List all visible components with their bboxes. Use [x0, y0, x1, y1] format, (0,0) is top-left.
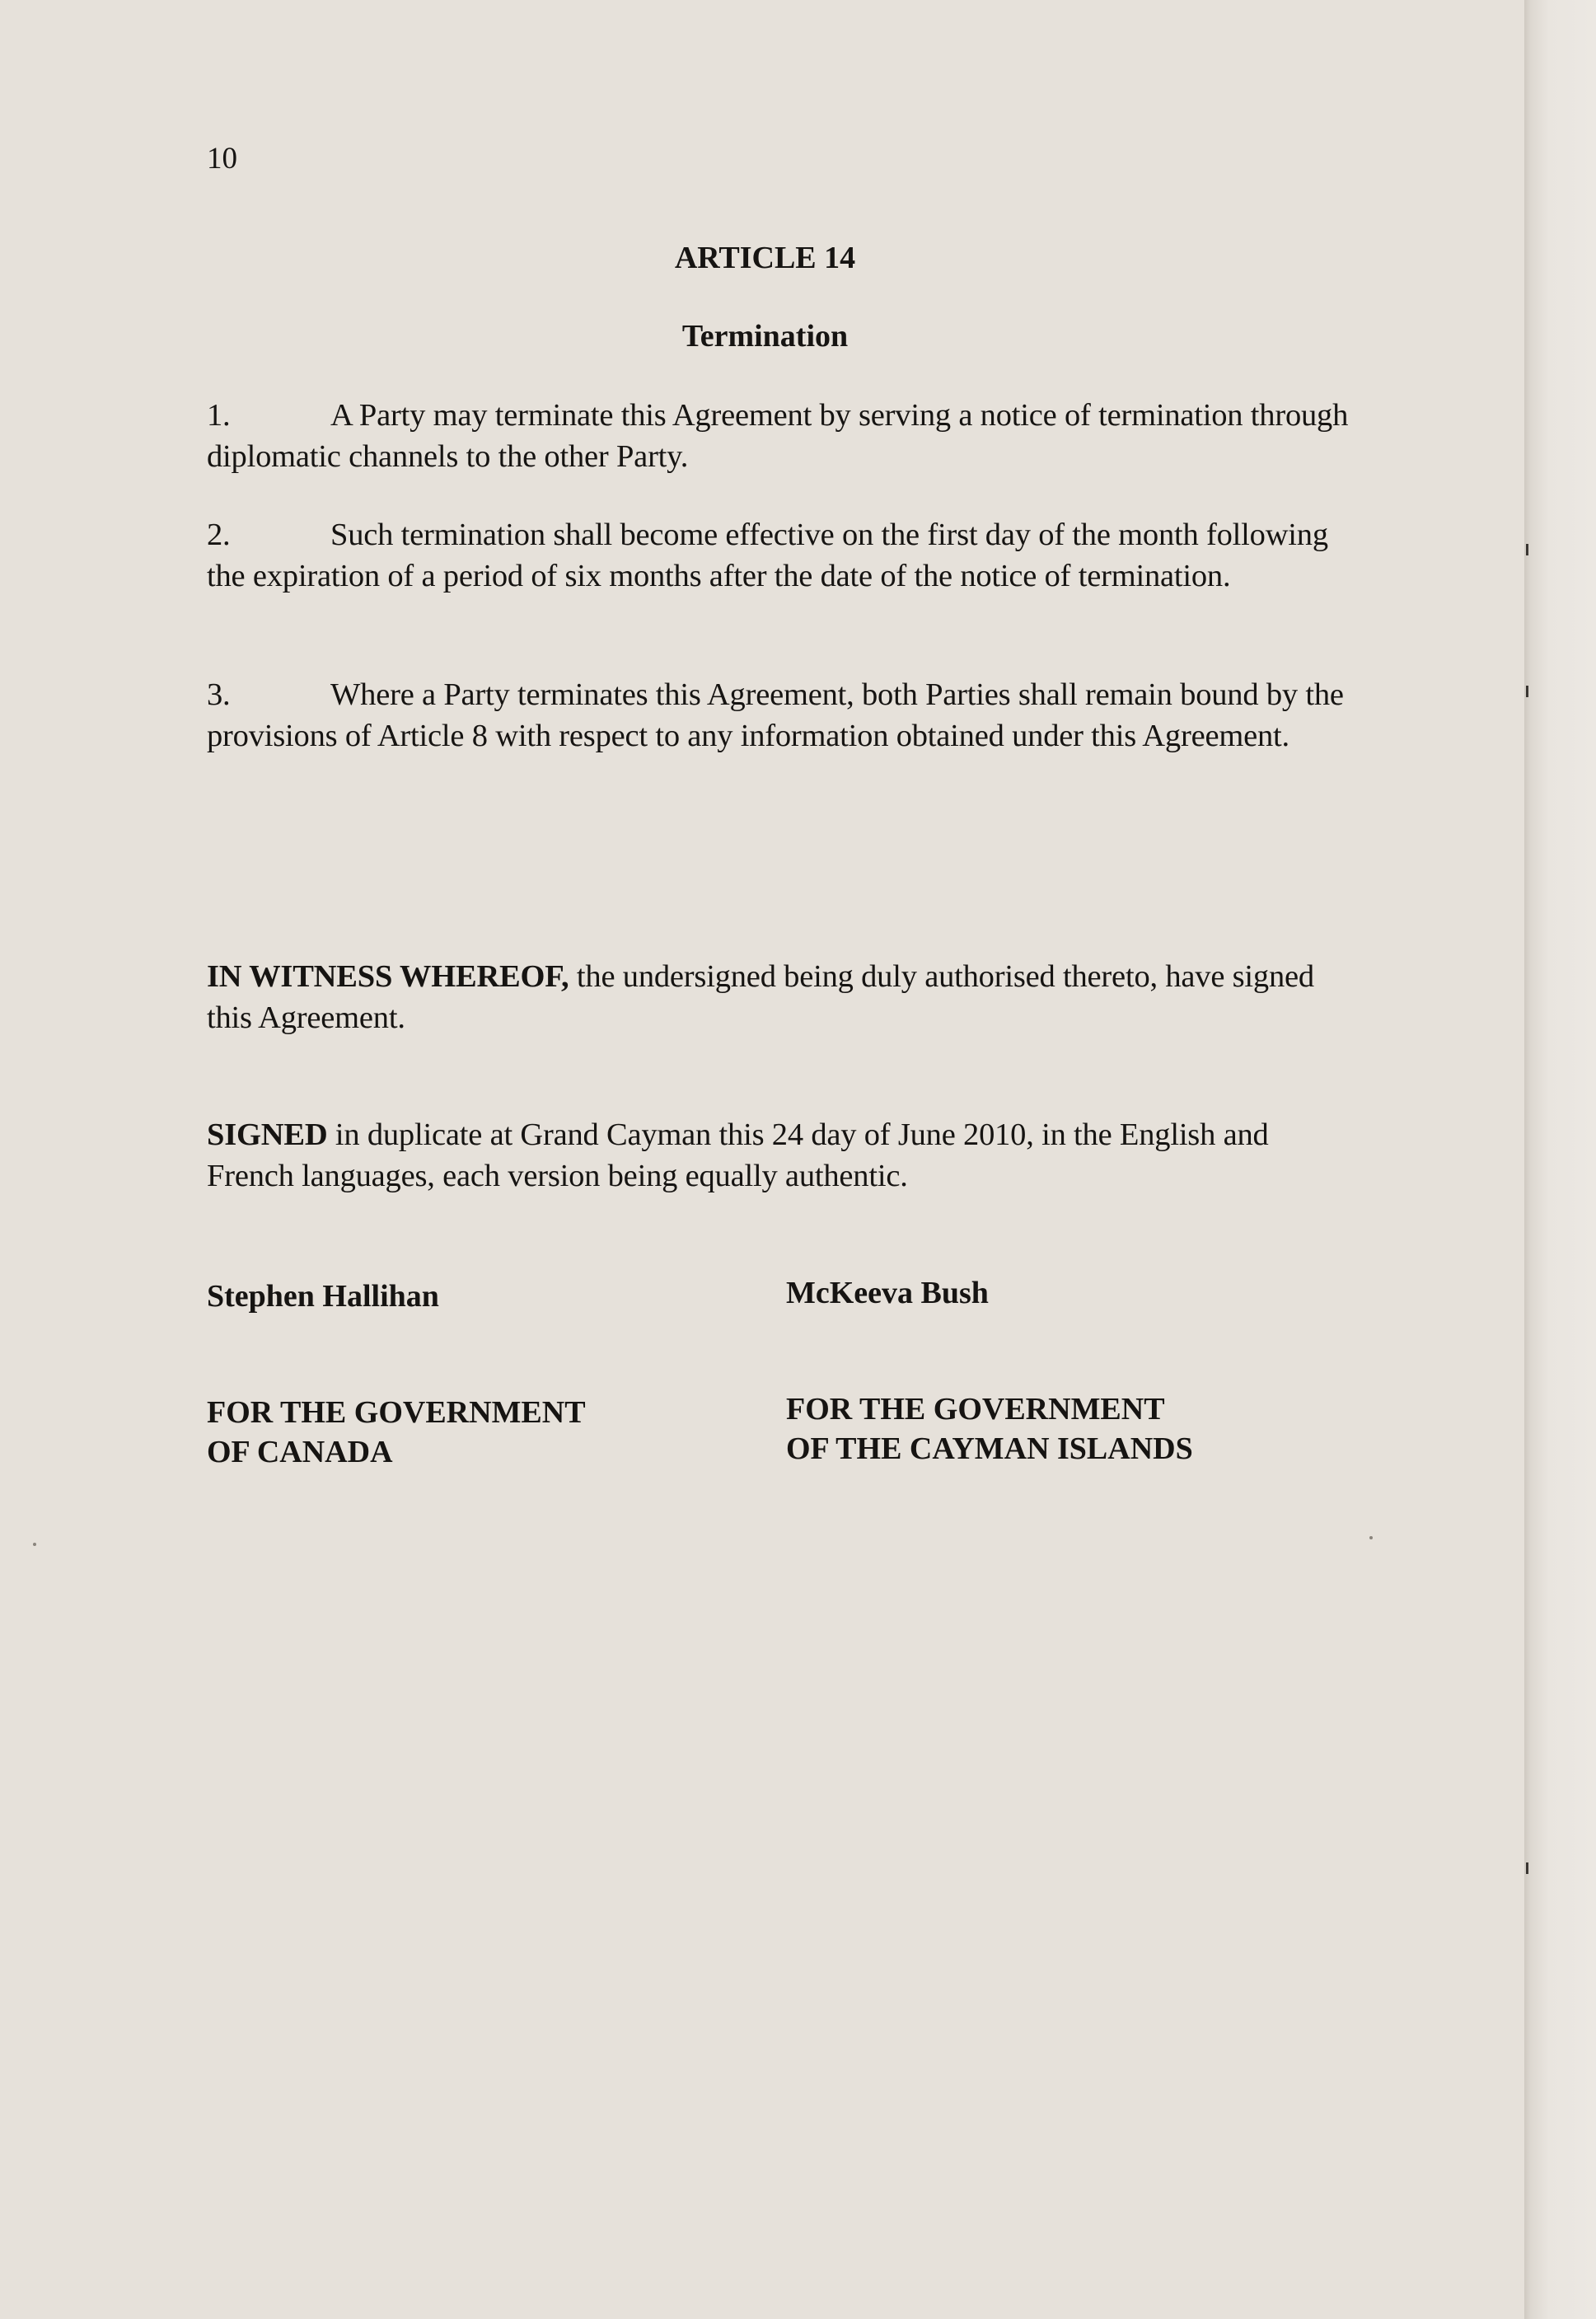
government-line: OF CANADA [207, 1435, 393, 1469]
signed-lead: SIGNED [207, 1117, 328, 1152]
page-edge-shadow [1524, 0, 1596, 2319]
edge-mark [1526, 686, 1528, 697]
paragraph-text: A Party may terminate this Agreement by serving a notice of termination through diplomatic channels to the other Party. [207, 398, 1349, 474]
paragraph-text: Such termination shall become effective on the first day of the month following the expiration of a period of six months after the date of the notice of termination. [207, 518, 1328, 593]
edge-mark [1526, 1862, 1528, 1874]
paragraph-text: Where a Party terminates this Agreement, both Parties shall remain bound by the provisions of Article 8 with respect to any information obtained under this Agreement. [207, 677, 1344, 753]
paragraph-1 [207, 395, 1360, 477]
paper-speck [1369, 1536, 1373, 1539]
article-title: ARTICLE 14 [674, 241, 856, 275]
page-number: 10 [207, 142, 237, 176]
paragraph-number: 3. [207, 677, 231, 712]
edge-mark [1526, 544, 1528, 555]
witness-text: the undersigned being duly authorised thereto, have signed this Agreement. [207, 959, 1314, 1035]
government-cayman [786, 1389, 1193, 1469]
paragraph-number: 2. [207, 518, 231, 552]
paper-speck [33, 1543, 36, 1546]
government-line: OF THE CAYMAN ISLANDS [786, 1431, 1193, 1466]
witness-lead: IN WITNESS WHEREOF, [207, 959, 569, 994]
signatory-name-canada: Stephen Hallihan [207, 1279, 439, 1314]
signatory-name-cayman: McKeeva Bush [786, 1276, 989, 1310]
government-line: FOR THE GOVERNMENT [207, 1395, 586, 1430]
article-subtitle: Termination [681, 319, 849, 354]
signed-clause [207, 1114, 1360, 1197]
paragraph-3 [207, 674, 1360, 757]
witness-clause [207, 956, 1360, 1038]
paragraph-number: 1. [207, 398, 231, 433]
government-line: FOR THE GOVERNMENT [786, 1392, 1165, 1427]
signed-text: in duplicate at Grand Cayman this 24 day of June 2010, in the English and French languages, each version being equally authentic. [207, 1117, 1269, 1193]
government-canada [207, 1393, 586, 1472]
paragraph-2 [207, 514, 1360, 597]
